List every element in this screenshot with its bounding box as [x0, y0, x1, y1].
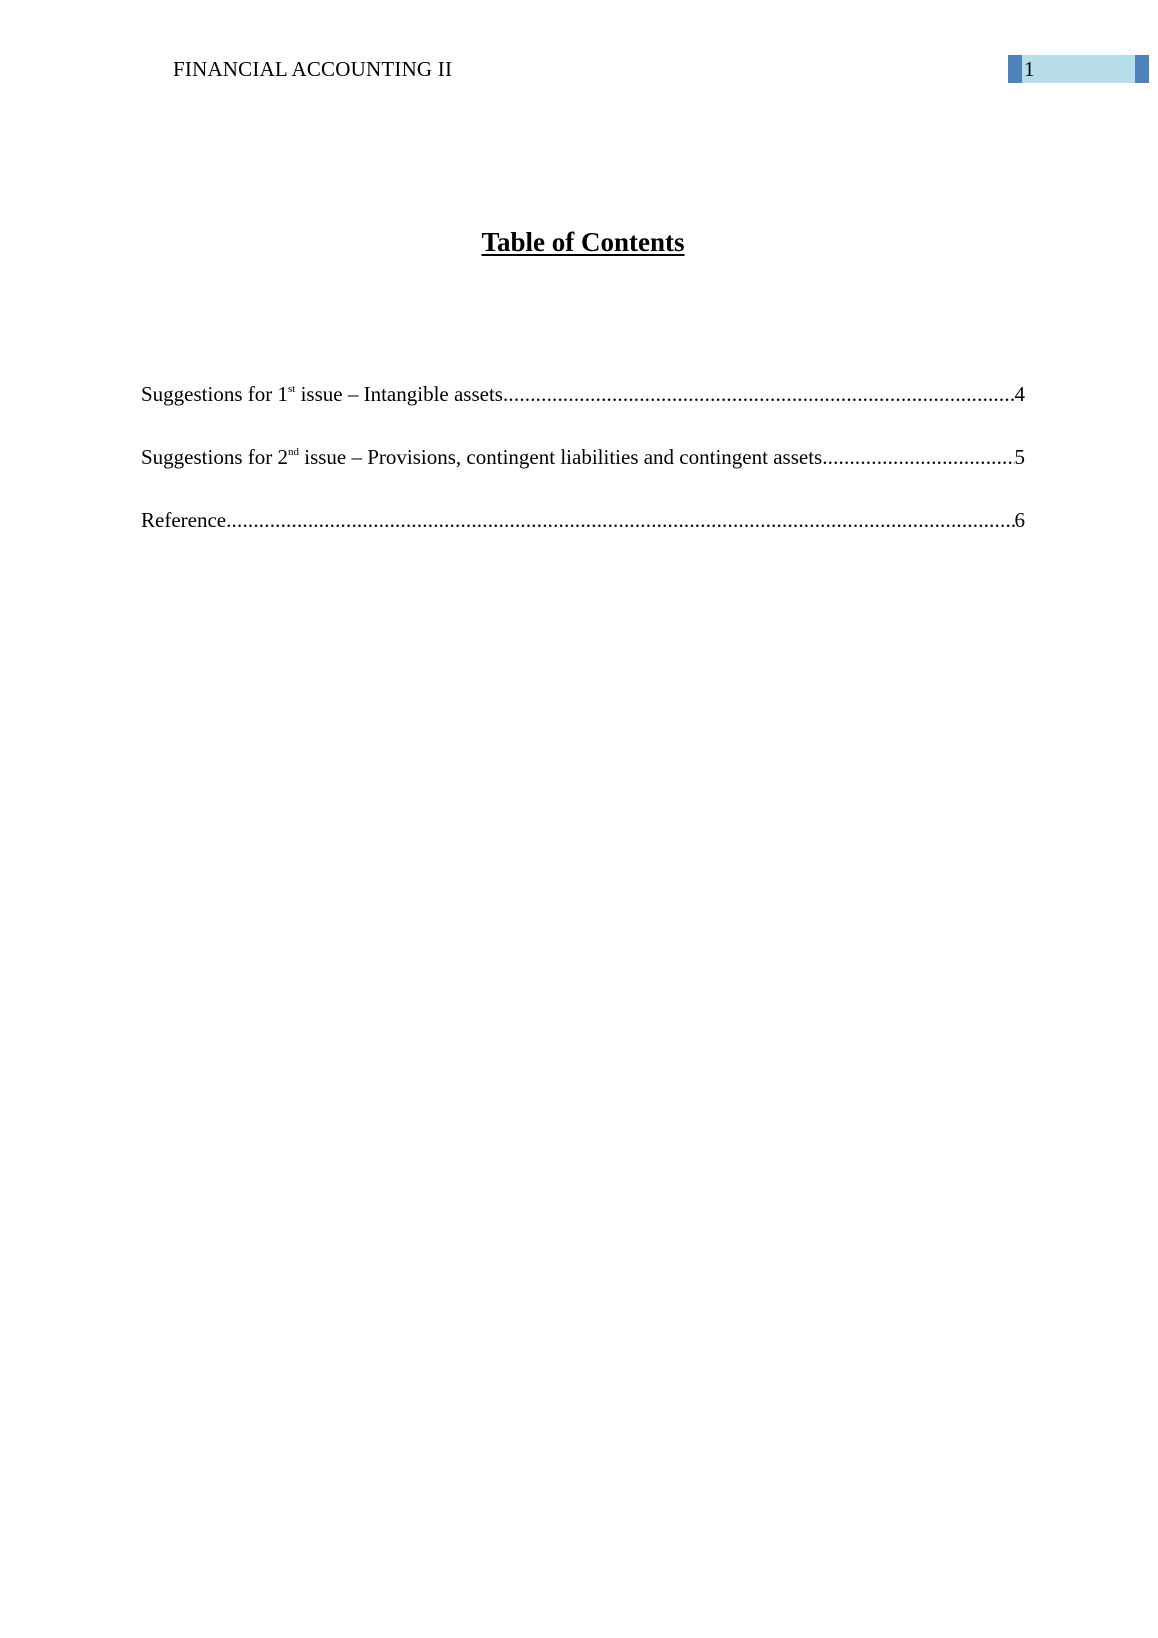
toc-entry-intangible-assets[interactable]	[141, 382, 1025, 445]
dot-leader	[503, 382, 1015, 407]
ordinal-suffix: st	[288, 383, 296, 395]
page-box-right-accent	[1135, 55, 1149, 83]
toc-entry-label: Suggestions for 2nd issue – Provisions, contingent liabilities and contingent assets	[141, 445, 823, 469]
toc-entry-page: 6	[1014, 508, 1025, 532]
toc-entry-reference[interactable]	[141, 508, 1025, 571]
ordinal-suffix: nd	[288, 446, 299, 458]
toc-title: Table of Contents	[481, 227, 685, 257]
page-number-box	[1008, 55, 1149, 83]
dot-leader	[822, 445, 1014, 470]
dot-leader	[226, 508, 1014, 533]
page-number: 1	[1024, 57, 1035, 81]
toc-entry-provisions[interactable]	[141, 445, 1025, 508]
toc-entry-page: 5	[1014, 445, 1025, 469]
table-of-contents	[141, 382, 1025, 571]
toc-entry-label: Suggestions for 1st issue – Intangible assets	[141, 382, 503, 406]
toc-entry-label: Reference	[141, 508, 227, 532]
page-box-left-accent	[1008, 55, 1022, 83]
running-header-title: FINANCIAL ACCOUNTING II	[173, 57, 453, 81]
toc-entry-page: 4	[1014, 382, 1025, 406]
